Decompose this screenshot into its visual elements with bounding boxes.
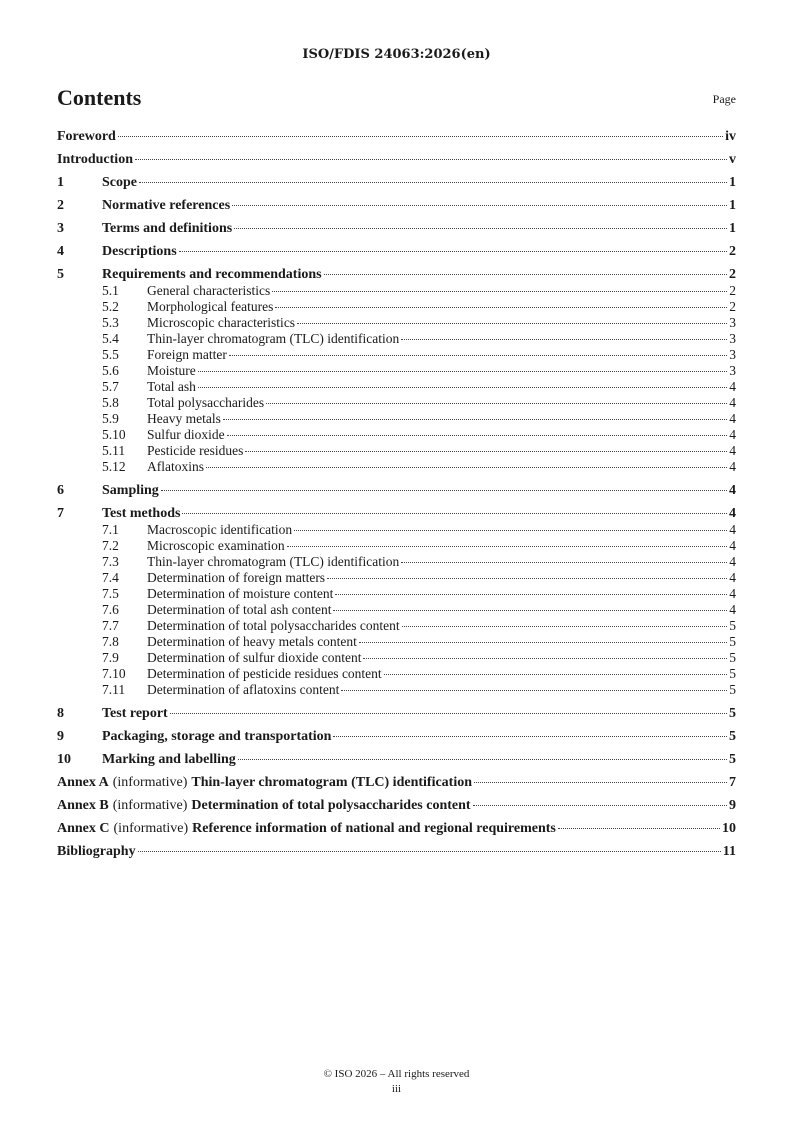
toc-subentry[interactable]	[57, 682, 736, 698]
toc-title: Normative references	[102, 198, 231, 213]
toc-title: Microscopic examination	[147, 538, 285, 553]
page-column-label: Page	[712, 92, 736, 106]
toc-number: 7.11	[102, 682, 126, 697]
dot-leader	[266, 403, 727, 404]
toc-title: Introduction	[57, 152, 133, 167]
toc-title: Test methods	[102, 506, 181, 521]
toc-title: Thin-layer chromatogram (TLC) identification	[191, 775, 473, 790]
dot-leader	[229, 355, 727, 356]
dot-leader	[402, 626, 728, 627]
toc-page-number: 2	[729, 283, 736, 298]
dot-leader	[232, 205, 727, 206]
toc-title: Determination of total polysaccharides content	[191, 798, 471, 813]
annex-label: Annex B	[57, 798, 109, 813]
toc-page-number: 3	[729, 363, 736, 378]
toc-page-number: 1	[729, 175, 736, 190]
dot-leader	[182, 513, 727, 514]
toc-title: Aflatoxins	[147, 459, 204, 474]
toc-number: 7.1	[102, 522, 119, 537]
toc-subentry[interactable]	[57, 459, 736, 475]
toc-subentry[interactable]	[57, 443, 736, 459]
dot-leader	[234, 228, 727, 229]
toc-number: 5.3	[102, 315, 119, 330]
toc-number: 8	[57, 706, 64, 721]
toc-subentry[interactable]	[57, 538, 736, 554]
toc-entry[interactable]	[57, 751, 736, 768]
toc-entry[interactable]	[57, 197, 736, 214]
dot-leader	[223, 419, 727, 420]
toc-number: 3	[57, 221, 64, 236]
toc-page-number: 4	[729, 459, 736, 474]
document-id: ISO/FDIS 24063:2026(en)	[302, 47, 491, 62]
toc-title: Descriptions	[102, 244, 177, 259]
dot-leader	[245, 451, 727, 452]
toc-page-number: v	[729, 152, 736, 167]
annex-label: Annex A	[57, 775, 109, 790]
toc-page-number: 5	[729, 666, 736, 681]
toc-number: 5.8	[102, 395, 119, 410]
toc-title: Scope	[102, 175, 137, 190]
toc-title: Test report	[102, 706, 168, 721]
toc-number: 7.5	[102, 586, 119, 601]
toc-title: Total polysaccharides	[147, 395, 265, 410]
toc-title: Reference information of national and regional requirements	[192, 821, 556, 836]
toc-subentry[interactable]	[57, 283, 736, 299]
toc-title: Determination of heavy metals content	[147, 634, 357, 649]
toc-number: 7.9	[102, 650, 119, 665]
toc-entry[interactable]	[57, 705, 736, 722]
toc-page-number: 5	[729, 729, 736, 744]
dot-leader	[138, 851, 721, 852]
toc-number: 7.7	[102, 618, 119, 633]
toc-page-number: 5	[729, 634, 736, 649]
toc-page-number: 4	[729, 411, 736, 426]
toc-page-number: 4	[729, 554, 736, 569]
toc-title: Moisture	[147, 363, 196, 378]
toc-title: Bibliography	[57, 844, 136, 859]
toc-title: Terms and definitions	[102, 221, 233, 236]
dot-leader	[473, 805, 727, 806]
toc-page-number: 4	[729, 522, 736, 537]
toc-page-number: 1	[729, 198, 736, 213]
dot-leader	[341, 690, 727, 691]
toc-title: Thin-layer chromatogram (TLC) identification	[147, 554, 400, 569]
dot-leader	[139, 182, 727, 183]
toc-subentry[interactable]	[57, 427, 736, 443]
toc-number: 5.7	[102, 379, 119, 394]
toc-title: General characteristics	[147, 283, 271, 298]
toc-page-number: 11	[722, 844, 736, 859]
toc-entry[interactable]	[57, 174, 736, 191]
toc-page-number: iv	[725, 129, 736, 144]
toc-number: 5.11	[102, 443, 126, 458]
toc-page-number: 4	[729, 483, 736, 498]
dot-leader	[161, 490, 727, 491]
toc-page-number: 2	[729, 267, 736, 282]
dot-leader	[170, 713, 727, 714]
toc-title: Determination of aflatoxins content	[147, 682, 340, 697]
dot-leader	[297, 323, 727, 324]
dot-leader	[335, 594, 727, 595]
dot-leader	[333, 736, 727, 737]
dot-leader	[294, 530, 727, 531]
toc-title: Determination of foreign matters	[147, 570, 326, 585]
toc-number: 10	[57, 752, 71, 767]
toc-page-number: 10	[722, 821, 736, 836]
toc-title: Determination of total polysaccharides content	[147, 618, 400, 633]
dot-leader	[401, 562, 727, 563]
toc-title: Determination of total ash content	[147, 602, 332, 617]
toc-number: 9	[57, 729, 64, 744]
dot-leader	[558, 828, 720, 829]
toc-subentry[interactable]	[57, 411, 736, 427]
toc-subentry[interactable]	[57, 347, 736, 363]
toc-number: 5.6	[102, 363, 119, 378]
page-footer	[0, 1067, 793, 1097]
toc-page-number: 3	[729, 331, 736, 346]
dot-leader	[363, 658, 727, 659]
toc-page-number: 1	[729, 221, 736, 236]
toc-page-number: 9	[729, 798, 736, 813]
toc-title: Determination of pesticide residues content	[147, 666, 382, 681]
toc-subentry[interactable]	[57, 299, 736, 315]
dot-leader	[327, 578, 727, 579]
toc-title: Marking and labelling	[102, 752, 236, 767]
toc-number: 7.3	[102, 554, 119, 569]
toc-subentry[interactable]	[57, 363, 736, 379]
toc-title: Total ash	[147, 379, 196, 394]
toc-page-number: 5	[729, 752, 736, 767]
dot-leader	[324, 274, 727, 275]
toc-number: 5.4	[102, 331, 119, 346]
toc-title: Microscopic characteristics	[147, 315, 296, 330]
dot-leader	[179, 251, 727, 252]
dot-leader	[238, 759, 727, 760]
annex-type: (informative)	[112, 775, 188, 790]
toc-page-number: 2	[729, 244, 736, 259]
toc-entry[interactable]	[57, 151, 736, 168]
toc-subentry[interactable]	[57, 570, 736, 586]
toc-number: 5.2	[102, 299, 119, 314]
toc-subentry[interactable]	[57, 586, 736, 602]
toc-page-number: 4	[729, 570, 736, 585]
dot-leader	[118, 136, 723, 137]
page-number: iii	[391, 1083, 402, 1095]
toc-annex-entry[interactable]	[57, 797, 736, 814]
toc-page-number: 4	[729, 443, 736, 458]
toc-number: 5.12	[102, 459, 126, 474]
toc-subentry[interactable]	[57, 331, 736, 347]
annex-type: (informative)	[112, 798, 188, 813]
toc-number: 7.8	[102, 634, 119, 649]
toc-number: 6	[57, 483, 64, 498]
toc-title: Determination of sulfur dioxide content	[147, 650, 362, 665]
toc-entry[interactable]	[57, 220, 736, 237]
dot-leader	[206, 467, 727, 468]
dot-leader	[287, 546, 728, 547]
toc-number: 7.4	[102, 570, 119, 585]
toc-title: Foreign matter	[147, 347, 227, 362]
dot-leader	[401, 339, 727, 340]
toc-title: Determination of moisture content	[147, 586, 334, 601]
toc-entry[interactable]	[57, 728, 736, 745]
dot-leader	[359, 642, 727, 643]
toc-page-number: 3	[729, 315, 736, 330]
toc-page-number: 2	[729, 299, 736, 314]
toc-page-number: 4	[729, 538, 736, 553]
toc-page-number: 5	[729, 618, 736, 633]
toc-entry[interactable]	[57, 243, 736, 260]
dot-leader	[227, 435, 728, 436]
toc-page-number: 5	[729, 682, 736, 697]
toc-annex-entry[interactable]	[57, 820, 736, 837]
toc-page-number: 4	[729, 395, 736, 410]
toc-entry[interactable]	[57, 128, 736, 145]
toc-entry[interactable]	[57, 266, 736, 283]
toc-title: Sulfur dioxide	[147, 427, 225, 442]
toc-entry[interactable]	[57, 505, 736, 522]
toc-number: 7.2	[102, 538, 119, 553]
dot-leader	[275, 307, 727, 308]
toc-title: Pesticide residues	[147, 443, 244, 458]
toc-title: Macroscopic identification	[147, 522, 293, 537]
toc-page-number: 7	[729, 775, 736, 790]
toc-number: 5.10	[102, 427, 126, 442]
dot-leader	[198, 387, 727, 388]
toc-subentry[interactable]	[57, 666, 736, 682]
toc-page-number: 4	[729, 602, 736, 617]
toc-title: Thin-layer chromatogram (TLC) identification	[147, 331, 400, 346]
toc-title: Packaging, storage and transportation	[102, 729, 332, 744]
toc-subentry[interactable]	[57, 315, 736, 331]
toc-page-number: 3	[729, 347, 736, 362]
toc-entry[interactable]	[57, 843, 736, 860]
annex-type: (informative)	[113, 821, 189, 836]
toc-number: 7	[57, 506, 64, 521]
toc-subentry[interactable]	[57, 650, 736, 666]
toc-title: Foreword	[57, 129, 116, 144]
toc-page-number: 4	[729, 379, 736, 394]
toc-subentry[interactable]	[57, 379, 736, 395]
toc-annex-entry[interactable]	[57, 774, 736, 791]
toc-page-number: 4	[729, 586, 736, 601]
toc-page-number: 5	[729, 706, 736, 721]
copyright-notice: © ISO 2026 – All rights reserved	[323, 1068, 470, 1080]
toc-title: Sampling	[102, 483, 159, 498]
table-of-contents	[57, 128, 736, 860]
toc-number: 1	[57, 175, 64, 190]
dot-leader	[198, 371, 728, 372]
toc-number: 5	[57, 267, 64, 282]
dot-leader	[384, 674, 728, 675]
toc-number: 5.1	[102, 283, 119, 298]
toc-number: 7.6	[102, 602, 119, 617]
toc-subentry[interactable]	[57, 522, 736, 538]
toc-page-number: 4	[729, 427, 736, 442]
toc-title: Requirements and recommendations	[102, 267, 322, 282]
toc-entry[interactable]	[57, 482, 736, 499]
toc-number: 2	[57, 198, 64, 213]
toc-number: 4	[57, 244, 64, 259]
toc-page-number: 4	[729, 506, 736, 521]
annex-label: Annex C	[57, 821, 110, 836]
toc-number: 7.10	[102, 666, 126, 681]
toc-page-number: 5	[729, 650, 736, 665]
toc-subentry[interactable]	[57, 554, 736, 570]
contents-title: Contents	[57, 85, 142, 110]
toc-title: Morphological features	[147, 299, 274, 314]
toc-title: Heavy metals	[147, 411, 221, 426]
toc-subentry[interactable]	[57, 395, 736, 411]
dot-leader	[135, 159, 727, 160]
toc-subentry[interactable]	[57, 602, 736, 618]
toc-number: 5.5	[102, 347, 119, 362]
dot-leader	[272, 291, 727, 292]
toc-number: 5.9	[102, 411, 119, 426]
dot-leader	[474, 782, 727, 783]
toc-subentry[interactable]	[57, 618, 736, 634]
dot-leader	[333, 610, 727, 611]
toc-subentry[interactable]	[57, 634, 736, 650]
